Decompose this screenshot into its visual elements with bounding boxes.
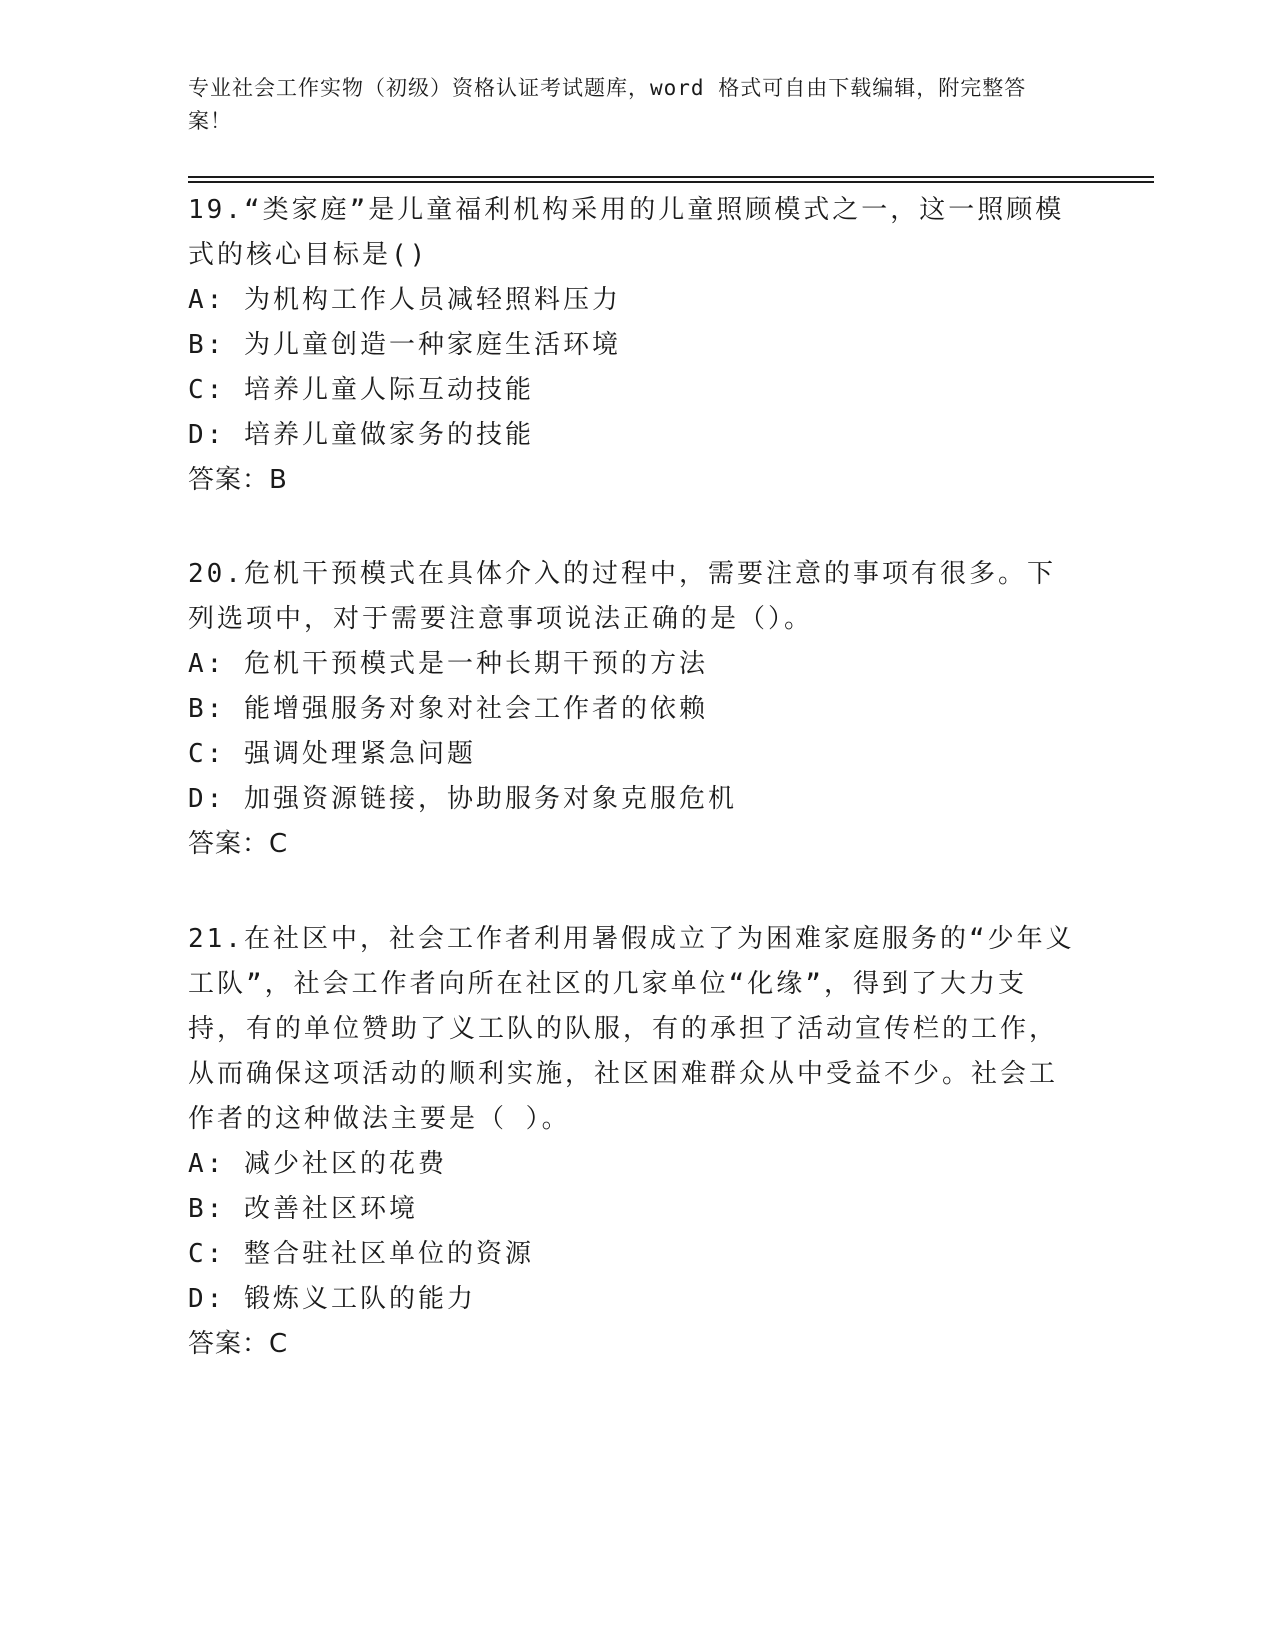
option-b: B: 为儿童创造一种家庭生活环境 [188, 330, 621, 360]
question-21 [188, 917, 1078, 1367]
question-stem: 21.在社区中，社会工作者利用暑假成立了为困难家庭服务的“少年义工队”，社会工作者向所在社区的几家单位“化缘”，得到了大力支持，有的单位赞助了义工队的队服，有的承担了活动宣传栏的工作，从而确保这项活动的顺利实施，社区困难群众从中受益不少。社会工作者的这种做法主要是（ ）。 [188, 924, 1075, 1134]
document-header: 专业社会工作实物（初级）资格认证考试题库，word 格式可自由下载编辑，附完整答案！ [188, 76, 1027, 133]
option-d: D: 锻炼义工队的能力 [188, 1284, 476, 1314]
option-d: D: 培养儿童做家务的技能 [188, 420, 534, 450]
answer-label: 答案：C [188, 829, 289, 859]
answer-label: 答案：C [188, 1329, 289, 1359]
option-a: A: 为机构工作人员减轻照料压力 [188, 285, 621, 315]
answer-label: 答案：B [188, 465, 288, 495]
option-c: C: 强调处理紧急问题 [188, 739, 476, 769]
header-divider-bottom [188, 181, 1154, 183]
option-b: B: 能增强服务对象对社会工作者的依赖 [188, 694, 708, 724]
option-a: A: 危机干预模式是一种长期干预的方法 [188, 649, 708, 679]
option-d: D: 加强资源链接，协助服务对象克服危机 [188, 784, 737, 814]
option-c: C: 整合驻社区单位的资源 [188, 1239, 534, 1269]
question-stem: 19.“类家庭”是儿童福利机构采用的儿童照顾模式之一，这一照顾模式的核心目标是() [188, 195, 1065, 270]
question-20 [188, 552, 1078, 867]
question-19 [188, 188, 1078, 503]
option-c: C: 培养儿童人际互动技能 [188, 375, 534, 405]
question-stem: 20.危机干预模式在具体介入的过程中，需要注意的事项有很多。下列选项中，对于需要注意事项说法正确的是（）。 [188, 559, 1056, 634]
header-divider-top [188, 176, 1154, 178]
option-a: A: 减少社区的花费 [188, 1149, 447, 1179]
option-b: B: 改善社区环境 [188, 1194, 418, 1224]
